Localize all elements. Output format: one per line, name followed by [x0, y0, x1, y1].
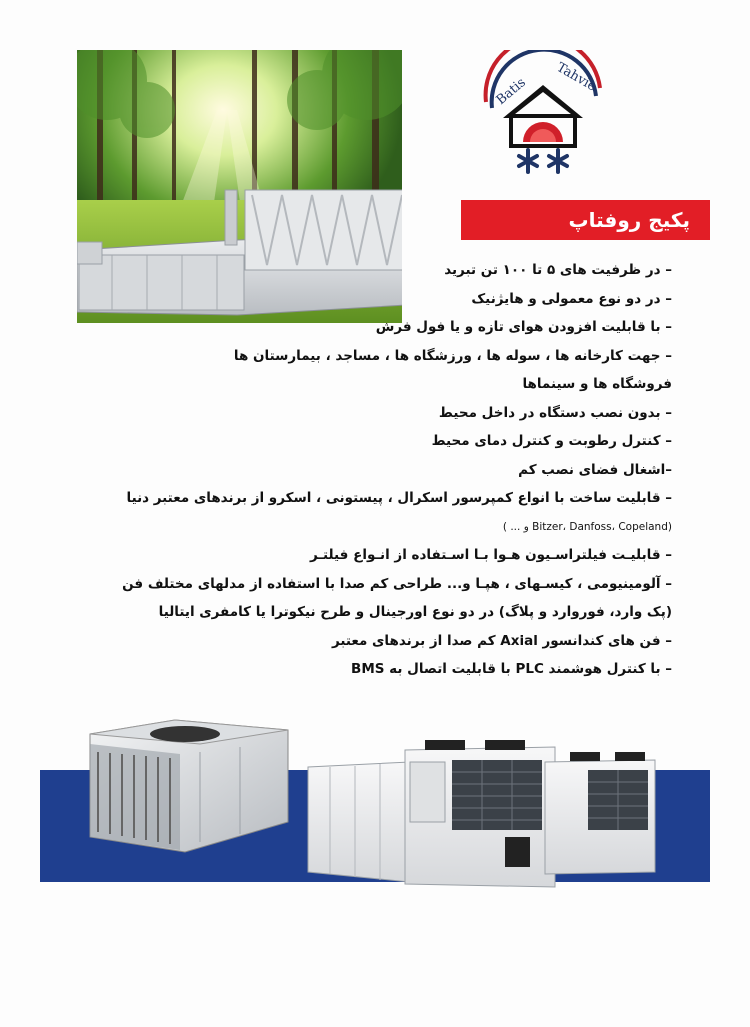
- feature-item: – در دو نوع معمولی و هایژنیک: [471, 290, 672, 307]
- feature-item: – بدون نصب دستگاه در داخل محیط: [438, 404, 672, 421]
- feature-item: (پک وارد، فوروارد و پلاگ) در دو نوع اورجینال و طرح نیکوترا یا کامفری ایتالیا: [158, 604, 672, 620]
- feature-item: – جهت کارخانه ها ، سوله ها ، ورزشگاه ها ، مساجد ، بیمارستان ها: [233, 347, 672, 364]
- feature-item: –اشغال فضای نصب کم: [518, 461, 672, 478]
- company-logo: [478, 50, 608, 180]
- product-images: [40, 712, 710, 892]
- svg-text:Tahvie: Tahvie: [553, 60, 599, 95]
- feature-item: – قابلیت ساخت با انواع کمپرسور اسکرال ، پیستونی ، اسکرو از برندهای معتبر دنیا: [126, 490, 672, 506]
- feature-item: (Bitzer، Danfoss، Copeland و ... ): [502, 520, 672, 533]
- feature-list: [52, 256, 672, 684]
- feature-item: – فن های کندانسور Axial کم صدا از برندهای معتبر: [331, 632, 672, 649]
- feature-item: – آلومینیومی ، کیسـهای ، هپـا و... طراحی کم صدا با استفاده از مدلهای مختلف فن: [122, 575, 672, 592]
- feature-item: – کنترل رطوبت و کنترل دمای محیط: [431, 433, 672, 449]
- rooftop-unit-large: [308, 740, 655, 887]
- feature-item: – با کنترل هوشمند PLC با قابلیت اتصال به BMS: [351, 661, 672, 677]
- feature-item: – در ظرفیت های ۵ تا ۱۰۰ تن تبرید: [444, 262, 672, 278]
- feature-item: – با قابلیت افزودن هوای تازه و یا فول فرش: [375, 319, 672, 335]
- svg-text:Batis: Batis: [493, 75, 529, 109]
- page-title: پکیج روفتاپ: [461, 200, 710, 240]
- rooftop-unit-small: [90, 720, 288, 852]
- feature-item: – قابلیـت فیلتراسـیون هـوا بـا اسـتفاده از انـواع فیلتـر: [310, 547, 672, 563]
- feature-item: فروشگاه ها و سینماها: [522, 376, 672, 392]
